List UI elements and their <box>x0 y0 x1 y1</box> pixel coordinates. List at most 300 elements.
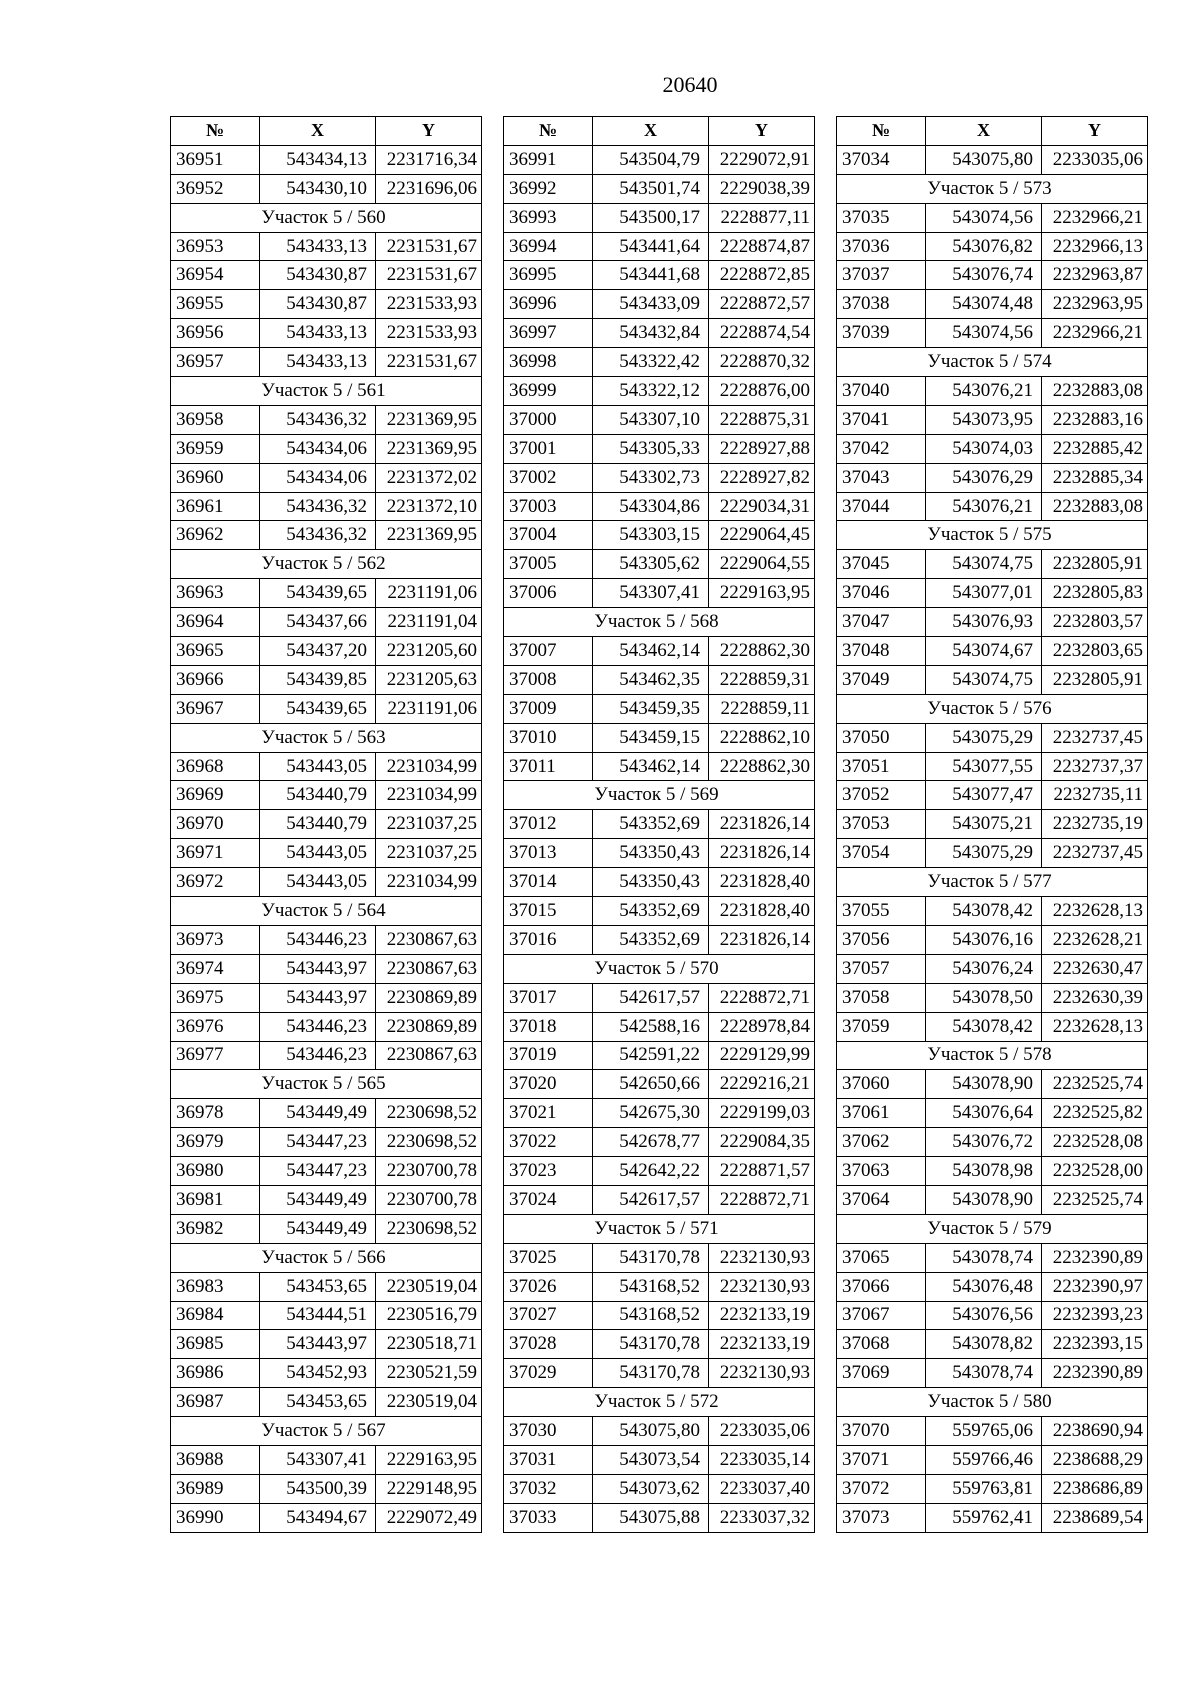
point-number-cell: 37018 <box>504 1012 593 1041</box>
point-number-cell: 37046 <box>837 579 926 608</box>
point-number-cell: 36991 <box>504 145 593 174</box>
point-number-cell: 36993 <box>504 203 593 232</box>
table-row <box>837 1359 1148 1388</box>
section-header-row <box>837 1214 1148 1243</box>
x-coordinate-cell: 543076,21 <box>926 377 1042 406</box>
section-header-row <box>171 377 482 406</box>
section-header-row <box>504 608 815 637</box>
point-number-cell: 37058 <box>837 983 926 1012</box>
y-coordinate-cell: 2232390,97 <box>1042 1272 1148 1301</box>
table-row <box>837 232 1148 261</box>
table-row <box>837 319 1148 348</box>
x-coordinate-cell: 543449,49 <box>260 1099 376 1128</box>
x-coordinate-cell: 543075,80 <box>593 1417 709 1446</box>
table-row <box>171 492 482 521</box>
table-row <box>504 1041 815 1070</box>
point-number-cell: 37003 <box>504 492 593 521</box>
point-number-cell: 36971 <box>171 839 260 868</box>
x-coordinate-cell: 543453,65 <box>260 1272 376 1301</box>
table-row <box>504 1474 815 1503</box>
x-coordinate-cell: 543078,90 <box>926 1185 1042 1214</box>
y-coordinate-cell: 2229038,39 <box>709 174 815 203</box>
table-row <box>504 694 815 723</box>
section-header-row <box>171 1417 482 1446</box>
x-coordinate-cell: 543078,90 <box>926 1070 1042 1099</box>
x-coordinate-cell: 559766,46 <box>926 1445 1042 1474</box>
x-coordinate-cell: 543434,06 <box>260 463 376 492</box>
point-number-cell: 37050 <box>837 723 926 752</box>
point-number-cell: 36964 <box>171 608 260 637</box>
point-number-cell: 37029 <box>504 1359 593 1388</box>
x-coordinate-cell: 543303,15 <box>593 521 709 550</box>
point-number-cell: 36979 <box>171 1128 260 1157</box>
point-number-cell: 36955 <box>171 290 260 319</box>
x-coordinate-cell: 543449,49 <box>260 1214 376 1243</box>
y-coordinate-cell: 2232735,19 <box>1042 810 1148 839</box>
x-coordinate-cell: 543078,98 <box>926 1157 1042 1186</box>
x-coordinate-cell: 543436,32 <box>260 492 376 521</box>
y-coordinate-cell: 2232966,21 <box>1042 203 1148 232</box>
point-number-cell: 37007 <box>504 637 593 666</box>
y-coordinate-cell: 2238686,89 <box>1042 1474 1148 1503</box>
point-number-cell: 37035 <box>837 203 926 232</box>
y-coordinate-cell: 2232628,21 <box>1042 925 1148 954</box>
section-label: Участок 5 / 575 <box>837 521 1148 550</box>
point-number-cell: 36986 <box>171 1359 260 1388</box>
y-coordinate-cell: 2232628,13 <box>1042 897 1148 926</box>
table-row <box>837 1185 1148 1214</box>
y-coordinate-cell: 2228874,54 <box>709 319 815 348</box>
table-row <box>837 1243 1148 1272</box>
y-coordinate-cell: 2231205,63 <box>376 665 482 694</box>
point-number-cell: 37025 <box>504 1243 593 1272</box>
y-coordinate-cell: 2228871,57 <box>709 1157 815 1186</box>
table-row <box>504 1012 815 1041</box>
x-coordinate-cell: 543453,65 <box>260 1388 376 1417</box>
point-number-cell: 37049 <box>837 665 926 694</box>
point-number-cell: 37002 <box>504 463 593 492</box>
x-coordinate-cell: 543459,15 <box>593 723 709 752</box>
table-row <box>504 1359 815 1388</box>
header-x: X <box>926 117 1042 146</box>
section-label: Участок 5 / 572 <box>504 1388 815 1417</box>
point-number-cell: 37005 <box>504 550 593 579</box>
y-coordinate-cell: 2232390,89 <box>1042 1243 1148 1272</box>
x-coordinate-cell: 543322,42 <box>593 348 709 377</box>
point-number-cell: 36996 <box>504 290 593 319</box>
x-coordinate-cell: 543078,42 <box>926 897 1042 926</box>
y-coordinate-cell: 2232528,00 <box>1042 1157 1148 1186</box>
section-label: Участок 5 / 566 <box>171 1243 482 1272</box>
table-row <box>171 694 482 723</box>
y-coordinate-cell: 2233035,14 <box>709 1445 815 1474</box>
y-coordinate-cell: 2228870,32 <box>709 348 815 377</box>
y-coordinate-cell: 2232130,93 <box>709 1272 815 1301</box>
point-number-cell: 36962 <box>171 521 260 550</box>
table-row <box>504 1128 815 1157</box>
x-coordinate-cell: 543078,74 <box>926 1359 1042 1388</box>
x-coordinate-cell: 543307,10 <box>593 405 709 434</box>
table-row <box>504 723 815 752</box>
point-number-cell: 37059 <box>837 1012 926 1041</box>
table-row <box>837 810 1148 839</box>
y-coordinate-cell: 2233035,06 <box>1042 145 1148 174</box>
table-row <box>171 405 482 434</box>
table-row <box>171 781 482 810</box>
table-row <box>504 1243 815 1272</box>
x-coordinate-cell: 543077,47 <box>926 781 1042 810</box>
section-header-row <box>171 723 482 752</box>
point-number-cell: 37069 <box>837 1359 926 1388</box>
y-coordinate-cell: 2231826,14 <box>709 839 815 868</box>
y-coordinate-cell: 2231826,14 <box>709 810 815 839</box>
x-coordinate-cell: 543078,50 <box>926 983 1042 1012</box>
x-coordinate-cell: 543352,69 <box>593 925 709 954</box>
section-label: Участок 5 / 573 <box>837 174 1148 203</box>
x-coordinate-cell: 543170,78 <box>593 1243 709 1272</box>
x-coordinate-cell: 542617,57 <box>593 983 709 1012</box>
y-coordinate-cell: 2231716,34 <box>376 145 482 174</box>
y-coordinate-cell: 2229216,21 <box>709 1070 815 1099</box>
y-coordinate-cell: 2231696,06 <box>376 174 482 203</box>
table-row <box>837 1474 1148 1503</box>
y-coordinate-cell: 2231533,93 <box>376 319 482 348</box>
section-label: Участок 5 / 564 <box>171 897 482 926</box>
y-coordinate-cell: 2228877,11 <box>709 203 815 232</box>
table-row <box>504 261 815 290</box>
x-coordinate-cell: 543075,80 <box>926 145 1042 174</box>
table-row <box>837 954 1148 983</box>
x-coordinate-cell: 543168,52 <box>593 1272 709 1301</box>
x-coordinate-cell: 542617,57 <box>593 1185 709 1214</box>
x-coordinate-cell: 543075,29 <box>926 839 1042 868</box>
table-row <box>171 925 482 954</box>
point-number-cell: 36961 <box>171 492 260 521</box>
y-coordinate-cell: 2230867,63 <box>376 954 482 983</box>
point-number-cell: 37062 <box>837 1128 926 1157</box>
y-coordinate-cell: 2231191,06 <box>376 694 482 723</box>
point-number-cell: 37066 <box>837 1272 926 1301</box>
table-row <box>837 1417 1148 1446</box>
x-coordinate-cell: 543441,68 <box>593 261 709 290</box>
x-coordinate-cell: 543307,41 <box>593 579 709 608</box>
table-row <box>837 1157 1148 1186</box>
y-coordinate-cell: 2231531,67 <box>376 261 482 290</box>
table-row <box>837 377 1148 406</box>
table-row <box>837 261 1148 290</box>
y-coordinate-cell: 2230698,52 <box>376 1214 482 1243</box>
x-coordinate-cell: 543439,65 <box>260 694 376 723</box>
point-number-cell: 36974 <box>171 954 260 983</box>
point-number-cell: 37041 <box>837 405 926 434</box>
point-number-cell: 37072 <box>837 1474 926 1503</box>
table-row <box>837 1012 1148 1041</box>
x-coordinate-cell: 543446,23 <box>260 1012 376 1041</box>
point-number-cell: 36988 <box>171 1445 260 1474</box>
x-coordinate-cell: 543500,39 <box>260 1474 376 1503</box>
point-number-cell: 36997 <box>504 319 593 348</box>
point-number-cell: 37028 <box>504 1330 593 1359</box>
header-number: № <box>837 117 926 146</box>
y-coordinate-cell: 2230518,71 <box>376 1330 482 1359</box>
y-coordinate-cell: 2232133,19 <box>709 1301 815 1330</box>
header-number: № <box>504 117 593 146</box>
table-row <box>171 752 482 781</box>
table-row <box>171 290 482 319</box>
point-number-cell: 36985 <box>171 1330 260 1359</box>
table-row <box>171 1012 482 1041</box>
y-coordinate-cell: 2231191,06 <box>376 579 482 608</box>
table-row <box>171 521 482 550</box>
table-row <box>171 983 482 1012</box>
x-coordinate-cell: 543078,82 <box>926 1330 1042 1359</box>
x-coordinate-cell: 543443,97 <box>260 983 376 1012</box>
table-row <box>504 492 815 521</box>
table-row <box>171 1388 482 1417</box>
table-row <box>504 434 815 463</box>
y-coordinate-cell: 2233035,06 <box>709 1417 815 1446</box>
table-row <box>504 1445 815 1474</box>
point-number-cell: 37021 <box>504 1099 593 1128</box>
point-number-cell: 37034 <box>837 145 926 174</box>
point-number-cell: 37054 <box>837 839 926 868</box>
y-coordinate-cell: 2230700,78 <box>376 1185 482 1214</box>
point-number-cell: 37008 <box>504 665 593 694</box>
x-coordinate-cell: 543444,51 <box>260 1301 376 1330</box>
table-row <box>837 665 1148 694</box>
y-coordinate-cell: 2232737,45 <box>1042 839 1148 868</box>
section-label: Участок 5 / 563 <box>171 723 482 752</box>
x-coordinate-cell: 543350,43 <box>593 839 709 868</box>
point-number-cell: 36972 <box>171 868 260 897</box>
point-number-cell: 37017 <box>504 983 593 1012</box>
y-coordinate-cell: 2233037,40 <box>709 1474 815 1503</box>
y-coordinate-cell: 2229148,95 <box>376 1474 482 1503</box>
point-number-cell: 37012 <box>504 810 593 839</box>
table-row <box>837 1272 1148 1301</box>
x-coordinate-cell: 543077,55 <box>926 752 1042 781</box>
table-row <box>504 550 815 579</box>
point-number-cell: 37038 <box>837 290 926 319</box>
point-number-cell: 36984 <box>171 1301 260 1330</box>
section-label: Участок 5 / 576 <box>837 694 1148 723</box>
y-coordinate-cell: 2229064,45 <box>709 521 815 550</box>
x-coordinate-cell: 543437,20 <box>260 637 376 666</box>
table-row <box>504 1417 815 1446</box>
section-label: Участок 5 / 560 <box>171 203 482 232</box>
y-coordinate-cell: 2232130,93 <box>709 1243 815 1272</box>
section-label: Участок 5 / 568 <box>504 608 815 637</box>
table-row <box>171 839 482 868</box>
x-coordinate-cell: 543170,78 <box>593 1330 709 1359</box>
x-coordinate-cell: 543075,88 <box>593 1503 709 1532</box>
y-coordinate-cell: 2231531,67 <box>376 232 482 261</box>
section-header-row <box>504 1214 815 1243</box>
section-header-row <box>837 1041 1148 1070</box>
x-coordinate-cell: 543074,75 <box>926 550 1042 579</box>
x-coordinate-cell: 543075,29 <box>926 723 1042 752</box>
point-number-cell: 37022 <box>504 1128 593 1157</box>
x-coordinate-cell: 543168,52 <box>593 1301 709 1330</box>
y-coordinate-cell: 2232737,45 <box>1042 723 1148 752</box>
x-coordinate-cell: 543076,16 <box>926 925 1042 954</box>
y-coordinate-cell: 2232528,08 <box>1042 1128 1148 1157</box>
point-number-cell: 37055 <box>837 897 926 926</box>
x-coordinate-cell: 543447,23 <box>260 1157 376 1186</box>
x-coordinate-cell: 543076,74 <box>926 261 1042 290</box>
point-number-cell: 36980 <box>171 1157 260 1186</box>
y-coordinate-cell: 2232885,42 <box>1042 434 1148 463</box>
table-row <box>504 637 815 666</box>
table-row <box>837 1503 1148 1532</box>
point-number-cell: 36995 <box>504 261 593 290</box>
x-coordinate-cell: 543076,56 <box>926 1301 1042 1330</box>
y-coordinate-cell: 2230698,52 <box>376 1099 482 1128</box>
table-row <box>171 145 482 174</box>
x-coordinate-cell: 543350,43 <box>593 868 709 897</box>
table-row <box>171 665 482 694</box>
point-number-cell: 37020 <box>504 1070 593 1099</box>
table-row <box>837 983 1148 1012</box>
table-row <box>837 925 1148 954</box>
point-number-cell: 37009 <box>504 694 593 723</box>
table-row <box>504 1272 815 1301</box>
y-coordinate-cell: 2231191,04 <box>376 608 482 637</box>
y-coordinate-cell: 2232628,13 <box>1042 1012 1148 1041</box>
table-row <box>504 290 815 319</box>
section-label: Участок 5 / 580 <box>837 1388 1148 1417</box>
point-number-cell: 36951 <box>171 145 260 174</box>
table-row <box>171 810 482 839</box>
x-coordinate-cell: 543076,82 <box>926 232 1042 261</box>
section-label: Участок 5 / 567 <box>171 1417 482 1446</box>
x-coordinate-cell: 543449,49 <box>260 1185 376 1214</box>
point-number-cell: 37011 <box>504 752 593 781</box>
section-label: Участок 5 / 577 <box>837 868 1148 897</box>
y-coordinate-cell: 2231205,60 <box>376 637 482 666</box>
y-coordinate-cell: 2232630,47 <box>1042 954 1148 983</box>
point-number-cell: 36967 <box>171 694 260 723</box>
section-header-row <box>504 781 815 810</box>
x-coordinate-cell: 543443,97 <box>260 954 376 983</box>
point-number-cell: 37013 <box>504 839 593 868</box>
point-number-cell: 37036 <box>837 232 926 261</box>
y-coordinate-cell: 2232805,91 <box>1042 665 1148 694</box>
x-coordinate-cell: 543078,42 <box>926 1012 1042 1041</box>
table-row <box>837 1301 1148 1330</box>
table-row <box>171 608 482 637</box>
table-row <box>504 377 815 406</box>
table-row <box>504 897 815 926</box>
table-row <box>837 1099 1148 1128</box>
y-coordinate-cell: 2232963,87 <box>1042 261 1148 290</box>
point-number-cell: 37033 <box>504 1503 593 1532</box>
x-coordinate-cell: 543305,62 <box>593 550 709 579</box>
y-coordinate-cell: 2228874,87 <box>709 232 815 261</box>
x-coordinate-cell: 543439,85 <box>260 665 376 694</box>
table-row <box>837 723 1148 752</box>
table-row <box>171 1359 482 1388</box>
table-row <box>504 839 815 868</box>
y-coordinate-cell: 2232803,65 <box>1042 637 1148 666</box>
table-row <box>171 1445 482 1474</box>
table-row <box>171 1474 482 1503</box>
y-coordinate-cell: 2231531,67 <box>376 348 482 377</box>
x-coordinate-cell: 543434,06 <box>260 434 376 463</box>
section-header-row <box>171 1243 482 1272</box>
section-header-row <box>837 1388 1148 1417</box>
y-coordinate-cell: 2229163,95 <box>709 579 815 608</box>
point-number-cell: 36998 <box>504 348 593 377</box>
table-row <box>504 203 815 232</box>
y-coordinate-cell: 2228862,30 <box>709 637 815 666</box>
y-coordinate-cell: 2231828,40 <box>709 897 815 926</box>
header-number: № <box>171 117 260 146</box>
table-row <box>504 810 815 839</box>
point-number-cell: 37048 <box>837 637 926 666</box>
page-number: 20640 <box>662 72 718 97</box>
y-coordinate-cell: 2230869,89 <box>376 1012 482 1041</box>
coordinates-table-1 <box>170 116 482 1533</box>
x-coordinate-cell: 543078,74 <box>926 1243 1042 1272</box>
table-row <box>504 319 815 348</box>
header-x: X <box>260 117 376 146</box>
y-coordinate-cell: 2230519,04 <box>376 1272 482 1301</box>
point-number-cell: 37068 <box>837 1330 926 1359</box>
x-coordinate-cell: 542588,16 <box>593 1012 709 1041</box>
y-coordinate-cell: 2232630,39 <box>1042 983 1148 1012</box>
x-coordinate-cell: 542675,30 <box>593 1099 709 1128</box>
x-coordinate-cell: 543436,32 <box>260 521 376 550</box>
table-row <box>171 1099 482 1128</box>
table-row <box>504 1301 815 1330</box>
table-row <box>504 463 815 492</box>
y-coordinate-cell: 2231372,10 <box>376 492 482 521</box>
x-coordinate-cell: 543074,75 <box>926 665 1042 694</box>
x-coordinate-cell: 543430,10 <box>260 174 376 203</box>
table-row <box>837 463 1148 492</box>
table-row <box>504 665 815 694</box>
y-coordinate-cell: 2229034,31 <box>709 492 815 521</box>
x-coordinate-cell: 543076,29 <box>926 463 1042 492</box>
section-label: Участок 5 / 578 <box>837 1041 1148 1070</box>
table-row <box>837 1128 1148 1157</box>
section-header-row <box>837 521 1148 550</box>
x-coordinate-cell: 542678,77 <box>593 1128 709 1157</box>
y-coordinate-cell: 2229163,95 <box>376 1445 482 1474</box>
y-coordinate-cell: 2228876,00 <box>709 377 815 406</box>
table-row <box>171 261 482 290</box>
point-number-cell: 37071 <box>837 1445 926 1474</box>
y-coordinate-cell: 2232735,11 <box>1042 781 1148 810</box>
point-number-cell: 37053 <box>837 810 926 839</box>
y-coordinate-cell: 2228927,82 <box>709 463 815 492</box>
y-coordinate-cell: 2232885,34 <box>1042 463 1148 492</box>
x-coordinate-cell: 543073,54 <box>593 1445 709 1474</box>
x-coordinate-cell: 543504,79 <box>593 145 709 174</box>
point-number-cell: 36956 <box>171 319 260 348</box>
x-coordinate-cell: 543462,14 <box>593 752 709 781</box>
table-row <box>171 434 482 463</box>
table-row <box>171 348 482 377</box>
x-coordinate-cell: 543322,12 <box>593 377 709 406</box>
table-row <box>837 203 1148 232</box>
table-row <box>171 1157 482 1186</box>
y-coordinate-cell: 2231037,25 <box>376 810 482 839</box>
table-row <box>837 145 1148 174</box>
table-row <box>837 1070 1148 1099</box>
point-number-cell: 37073 <box>837 1503 926 1532</box>
